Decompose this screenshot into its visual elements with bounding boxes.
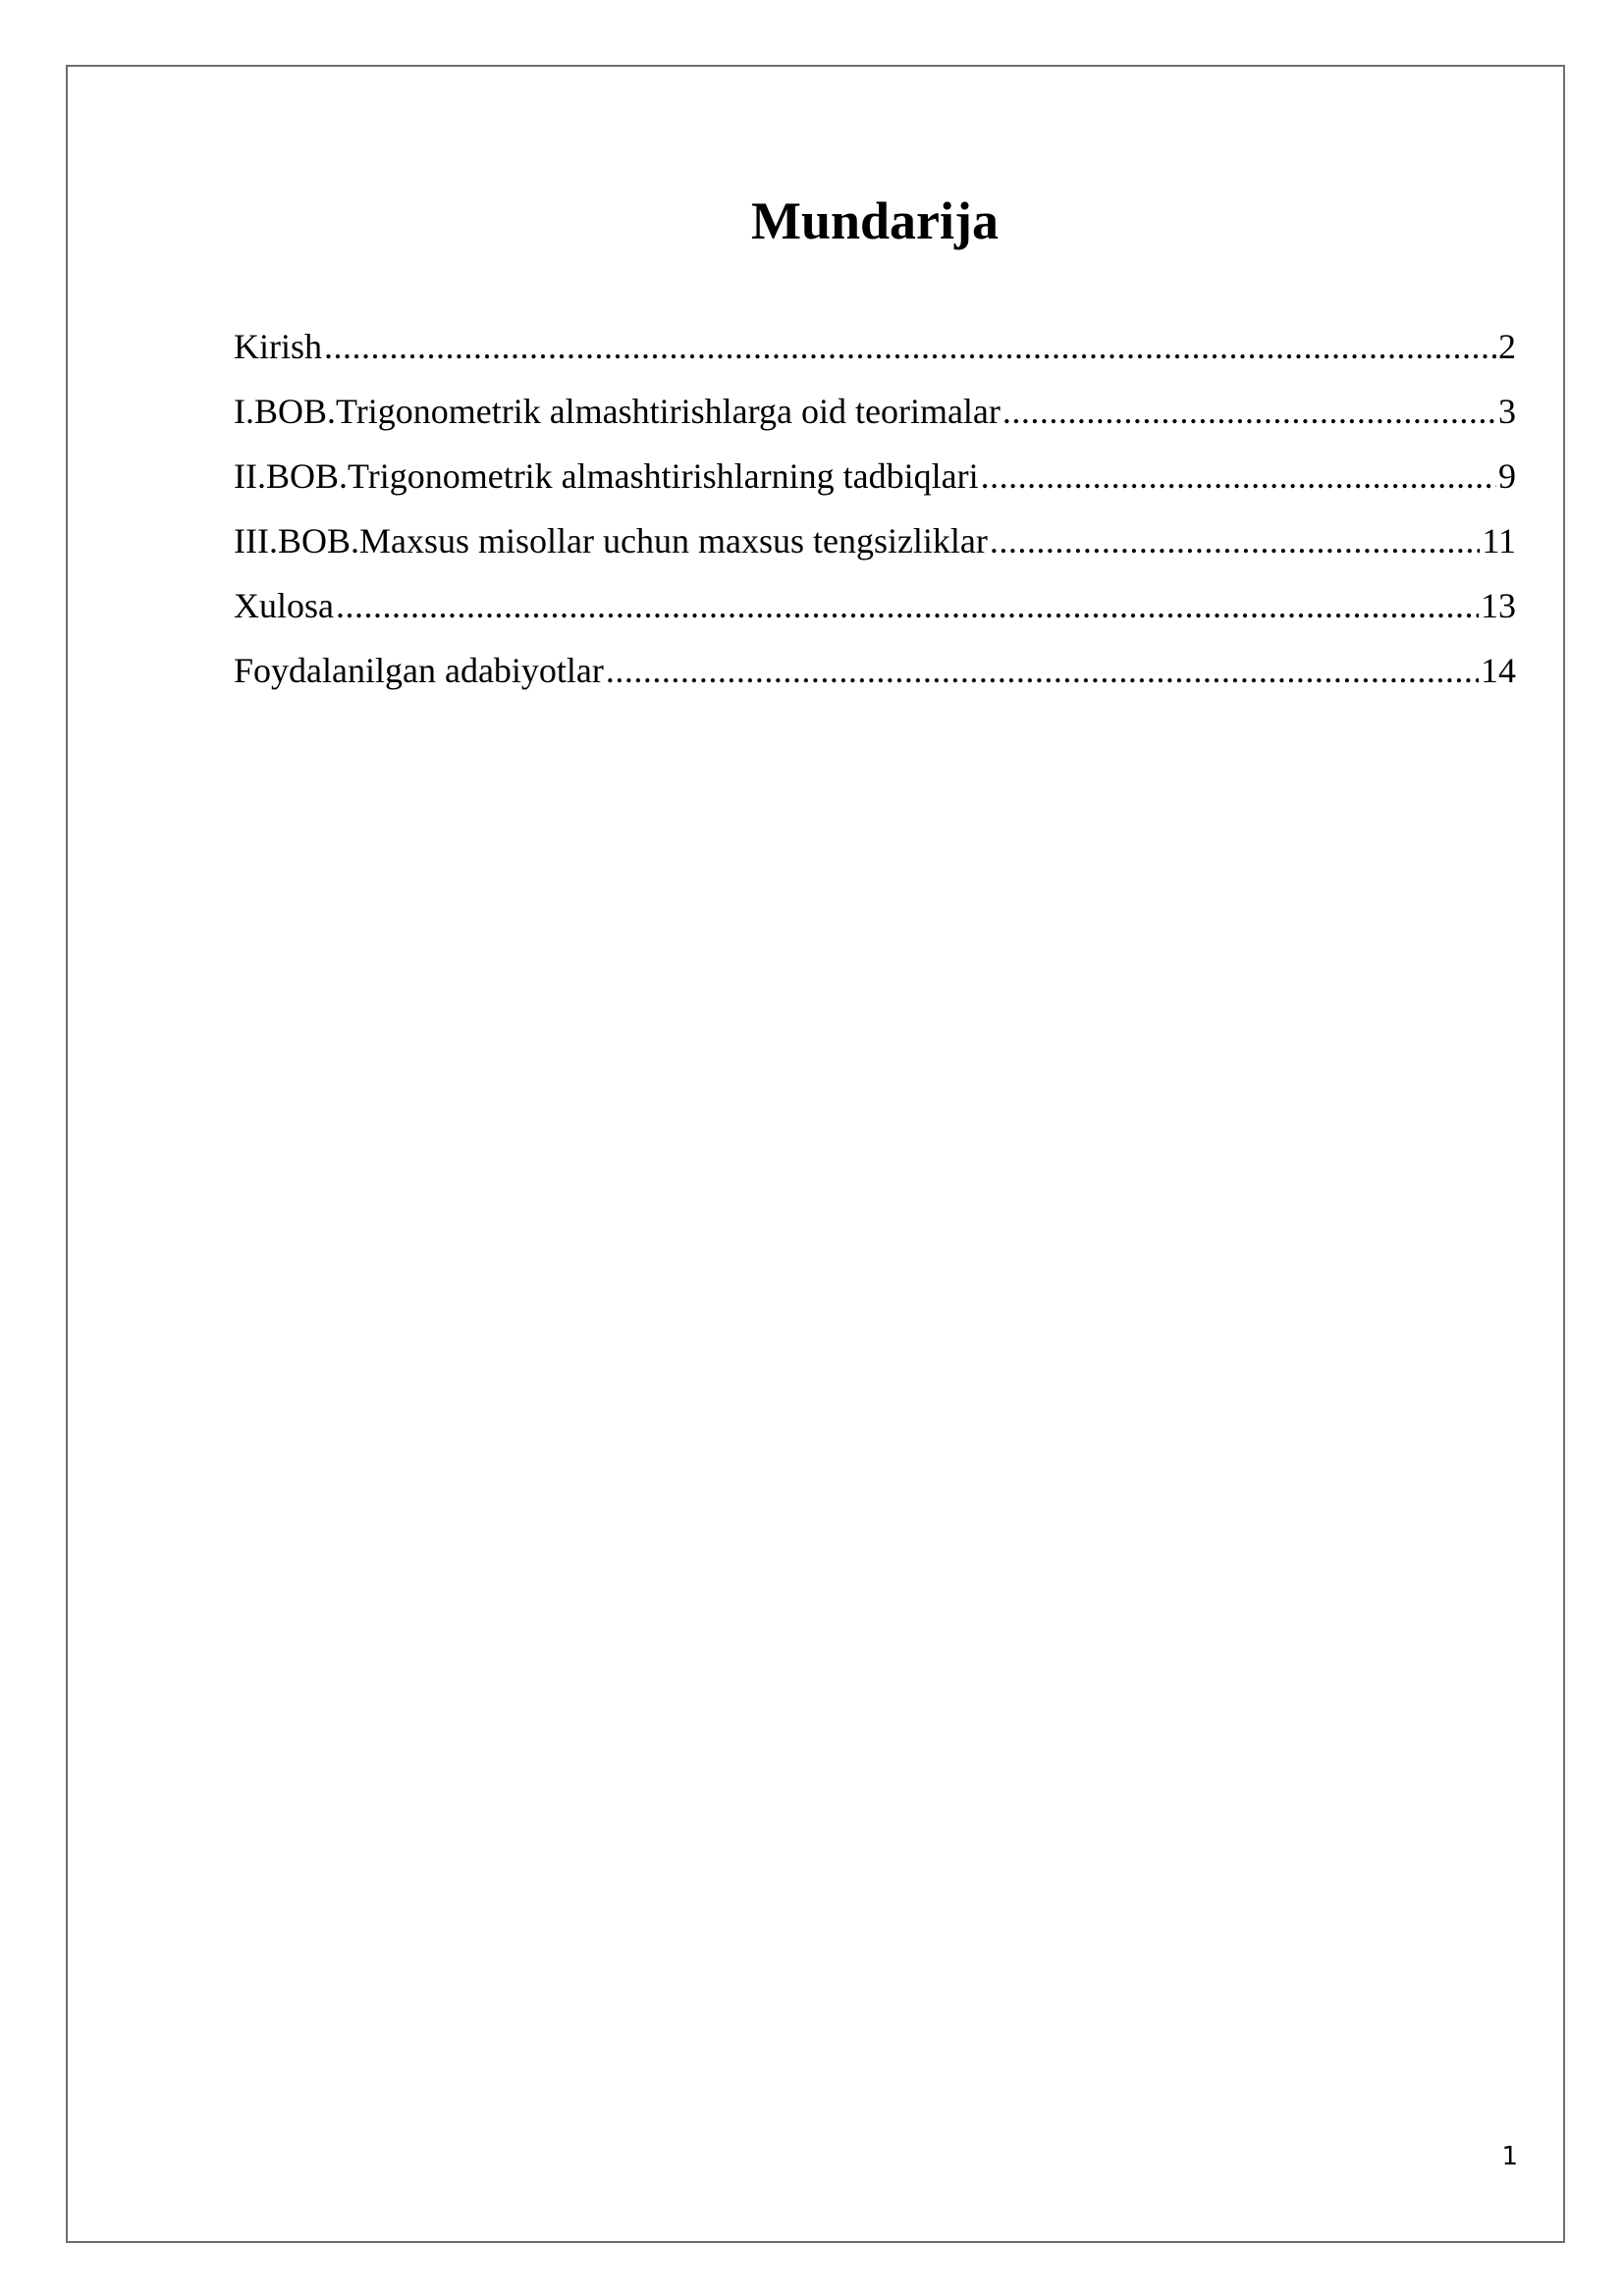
toc-entry-page: 3 <box>1498 392 1516 431</box>
toc-dot-leader <box>606 638 1479 703</box>
toc-entry-chapter-2[interactable] <box>234 444 1516 508</box>
toc-entry-page: 11 <box>1482 521 1516 561</box>
table-of-contents <box>234 314 1516 703</box>
toc-entry-label: II.BOB.Trigonometrik almashtirishlarning tadbiqlari <box>234 456 979 496</box>
toc-entry-label: Foydalanilgan adabiyotlar <box>234 651 604 690</box>
toc-entry-label: III.BOB.Maxsus misollar uchun maxsus tengsizliklar <box>234 521 988 561</box>
toc-entry-page: 13 <box>1481 586 1516 625</box>
toc-entry-references[interactable] <box>234 638 1516 703</box>
toc-entry-kirish[interactable] <box>234 314 1516 379</box>
toc-dot-leader <box>981 444 1496 508</box>
toc-entry-page: 14 <box>1481 651 1516 690</box>
toc-entry-label: Kirish <box>234 327 322 366</box>
page-title: Mundarija <box>750 191 1000 250</box>
toc-dot-leader <box>324 314 1496 379</box>
page-number: 1 <box>1501 2142 1518 2171</box>
toc-entry-chapter-3[interactable] <box>234 508 1516 573</box>
toc-dot-leader <box>336 573 1479 638</box>
toc-entry-page: 2 <box>1498 327 1516 366</box>
toc-entry-page: 9 <box>1498 456 1516 496</box>
toc-entry-label: I.BOB.Trigonometrik almashtirishlarga oid teorimalar <box>234 392 1001 431</box>
toc-dot-leader <box>990 508 1480 573</box>
toc-entry-label: Xulosa <box>234 586 334 625</box>
toc-dot-leader <box>1002 379 1496 444</box>
toc-entry-xulosa[interactable] <box>234 573 1516 638</box>
toc-entry-chapter-1[interactable] <box>234 379 1516 444</box>
